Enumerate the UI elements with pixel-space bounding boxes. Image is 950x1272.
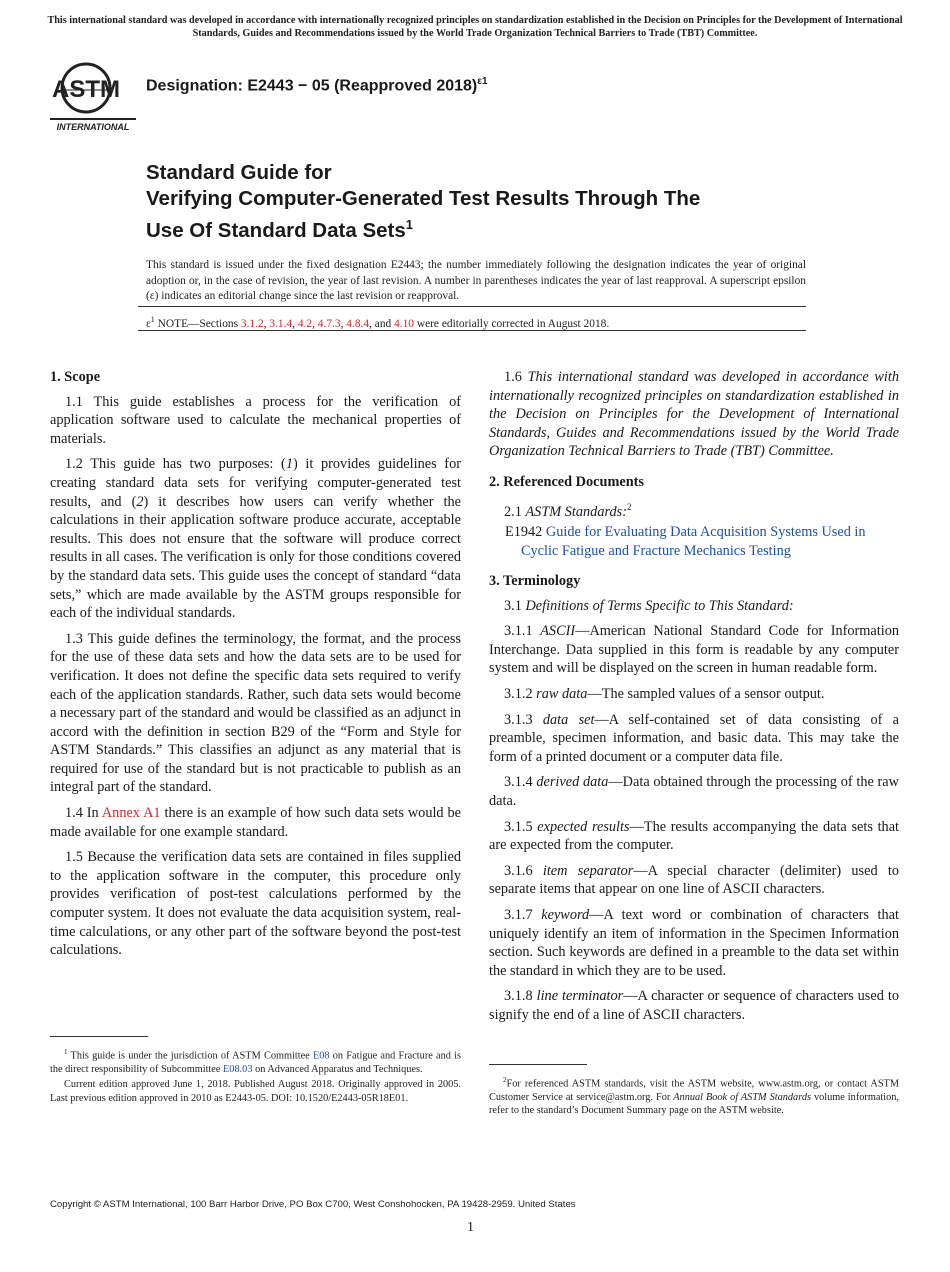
annex-a1-link[interactable]: Annex A1	[101, 805, 161, 822]
edition-note: Current edition approved June 1, 2018. Published August 2018. Originally approved in 2005. Last previous edition approved in 2010 as E2443-05. DOI: 10.1520/E2443-05R18E01.	[50, 1079, 461, 1104]
definition-3-1-7: 3.1.7 keyword—A text word or combination of characters that uniquely identify an item of information in the Specimen Information section. Such keywords are defined in a preamble to the data set within the standard in which they are to be used.	[489, 907, 899, 979]
section-link-4-8-4[interactable]: 4.8.4	[346, 317, 370, 330]
wto-banner: This international standard was developed in accordance with internationally recognized principles on standardization established in the Decision on Principles for the Development of International Standards, Guides and Recommendations issued by the World Trade Organization Technical Barriers to Trade (TBT) Committee.	[47, 15, 903, 39]
section-link-3-1-4[interactable]: 3.1.4	[269, 317, 293, 330]
epsilon-mark: $\varepsilon^1$	[146, 315, 155, 330]
footnote-2: $^2$For referenced ASTM standards, visit the ASTM website, www.astm.org, or contact ASTM Customer Service at service@astm.org. For Annual Book of ASTM Standards volume information, refer to the standard’s Document Summary page on the ASTM website.	[489, 1076, 899, 1117]
header-divider-top	[138, 306, 806, 307]
section-link-3-1-2[interactable]: 3.1.2	[240, 317, 264, 330]
paragraph-1-3: 1.3 This guide defines the terminology, the format, and the process for the use of these data sets and how the data sets are to be used for verification. It does not define the specific data sets required to verify each of the application standards. Rather, such data sets would become a necessary part of the standard and would be classified as an adjunct in accord with the definition in section B29 of the “Form and Style for ASTM Standards.” This classifies an adjunct as any material that is required for use of the standard but is not practicable to publish as an integral part of the standard.	[50, 630, 461, 796]
section-heading-scope: 1. Scope	[50, 369, 101, 385]
title-line-2: Verifying Computer-Generated Test Results Through The	[146, 187, 701, 210]
definition-3-1-2: 3.1.2 raw data—The sampled values of a sensor output.	[504, 686, 825, 703]
reference-e1942: E1942 Guide for Evaluating Data Acquisition Systems Used in Cyclic Fatigue and Fracture Mechanics Testing	[505, 523, 866, 559]
paragraph-1-6: 1.6 This international standard was developed in accordance with internationally recognized principles on standardization established in the Decision on Principles for the Development of International Standards, Guides and Recommendations issued by the World Trade Organization Technical Barriers to Trade (TBT) Committee.	[489, 369, 900, 460]
copyright-line: Copyright © ASTM International, 100 Barr Harbor Drive, PO Box C700, West Conshohocken, PA 19428-2959. United States	[50, 1199, 576, 1210]
subcommittee-e08-03-link[interactable]: E08.03	[223, 1063, 253, 1075]
definition-3-1-1: 3.1.1 ASCII—American National Standard Code for Information Interchange. Data supplied in this form is readable by any computer system and will be displayed on the screen in human readable form.	[489, 623, 900, 677]
logo-subtitle: INTERNATIONAL	[56, 122, 130, 132]
section-link-4-2[interactable]: 4.2	[297, 317, 313, 330]
definition-3-1-5: 3.1.5 expected results—The results accompanying the data sets that are expected from the computer.	[489, 818, 900, 854]
document-title	[146, 160, 866, 244]
designation-text: Designation: E2443 − 05 (Reapproved 2018)	[146, 77, 478, 95]
footnote-rule-right	[489, 1064, 587, 1065]
footnote-1: $^1$ This guide is under the jurisdiction of ASTM Committee E08 on Fatigue and Fracture and is the direct responsibility of Subcommittee E08.03 on Advanced Apparatus and Techniques. Current edition approved June 1, 2018. Published August 2018. Originally approved in 2005. Last previous edition approved in 2010 as E2443-05. DOI: 10.1520/E2443-05R18E01.	[50, 1048, 462, 1104]
astm-logo	[50, 60, 136, 134]
paragraph-1-4: 1.4 In Annex A1 there is an example of how such data sets would be made available for one example standard.	[50, 805, 462, 840]
designation-epsilon: ε1	[477, 76, 488, 87]
section-heading-terminology: 3. Terminology	[489, 573, 581, 590]
epsilon-note: $\varepsilon^1$ NOTE—Sections 3.1.2, 3.1.4, 4.2, 4.7.3, 4.8.4, and 4.10 were editorially corrected in August 2018.	[146, 315, 610, 330]
paragraph-1-2: 1.2 This guide has two purposes: (1) it provides guidelines for creating standard data sets for verifying computer-generated test results, and (2) it describes how users can verify whether the calculations in their application software produce accurate, acceptable results. This does not ensure that the software will produce correct results in all cases. The verification is only for those conditions covered by the standard data sets. This guide uses the concept of standard “data sets,” which are made available by the ASTM groups responsible for each of the individual standards.	[50, 456, 461, 622]
reference-e1942-link[interactable]: Guide for Evaluating Data Acquisition Systems Used in Cyclic Fatigue and Fracture Mechanics Testing	[521, 523, 866, 559]
footnote-rule-left	[50, 1036, 148, 1037]
definition-3-1-4: 3.1.4 derived data—Data obtained through the processing of the raw data.	[489, 774, 899, 810]
title-line-3: Use Of Standard Data Sets$^1$	[146, 217, 413, 242]
paragraph-3-1: 3.1 Definitions of Terms Specific to This Standard:	[504, 597, 794, 614]
section-link-4-7-3[interactable]: 4.7.3	[317, 317, 341, 330]
paragraph-1-1: 1.1 This guide establishes a process for the verification of application software used to calculate the mechanical properties of materials.	[50, 393, 461, 447]
header-divider-bottom	[138, 330, 806, 331]
paragraph-1-5: 1.5 Because the verification data sets are contained in files supplied to the application software in the computer, this procedure only provides verification of post-test calculations performed by the computer system. It does not evaluate the data acquisition system, real-time calculations, or any other part of the software beyond the post-test calculations.	[50, 849, 461, 959]
logo-letters: ASTM	[52, 76, 120, 103]
right-column	[489, 368, 899, 1032]
section-link-4-10[interactable]: 4.10	[394, 317, 414, 330]
definition-3-1-6: 3.1.6 item separator—A special character (delimiter) used to separate items that appear on one line of ASCII characters.	[489, 862, 899, 898]
committee-e08-link[interactable]: E08	[312, 1050, 330, 1062]
page-number: 1	[467, 1220, 474, 1235]
designation	[146, 76, 488, 95]
definition-3-1-8: 3.1.8 line terminator—A character or sequence of characters used to signify the end of a line of ASCII characters.	[489, 988, 899, 1023]
definition-3-1-3: 3.1.3 data set—A self-contained set of data consisting of a preamble, specimen information, and basic data. This may take the form of a printed document or a computer data file.	[489, 711, 900, 765]
left-column	[50, 368, 461, 967]
paragraph-2-1: 2.1 ASTM Standards:$^2$	[504, 501, 632, 520]
title-line-1: Standard Guide for	[146, 161, 332, 184]
section-heading-referenced: 2. Referenced Documents	[489, 473, 644, 490]
issuance-note: This standard is issued under the fixed designation E2443; the number immediately following the designation indicates the year of original adoption or, in the case of revision, the year of last revision. A number in parentheses indicates the year of last reapproval. A superscript epsilon (ε) indicates an editorial change since the last revision or reapproval.	[146, 259, 806, 302]
